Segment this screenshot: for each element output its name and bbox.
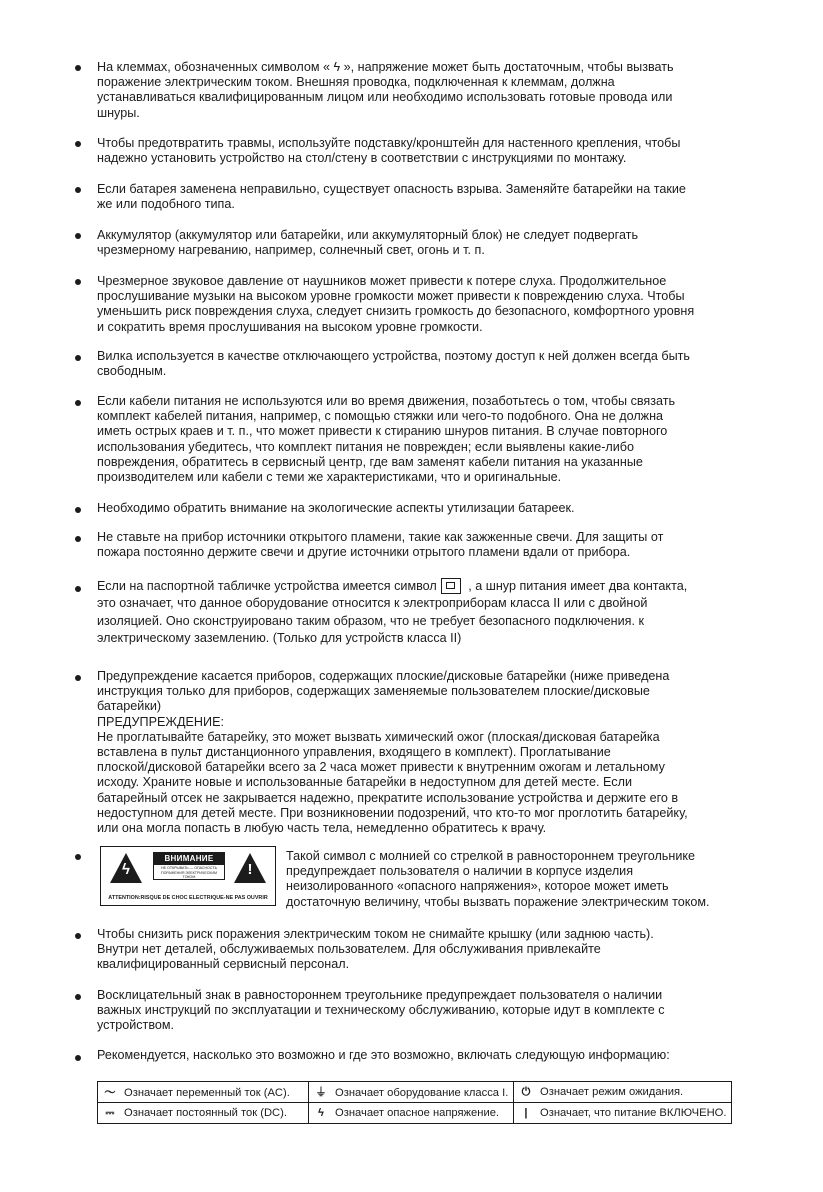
cell-text: Означает оборудование класса I. <box>335 1087 509 1099</box>
power-on-icon: | <box>524 1107 528 1119</box>
table-row <box>98 1103 732 1124</box>
table-cell <box>514 1103 732 1124</box>
caution-subtext: НЕ ОТКРЫВАТЬ — ОПАСНОСТЬ ПОРАЖЕНИЯ ЭЛЕКТРИЧЕСКИМ ТОКОМ <box>161 866 217 880</box>
bullet <box>75 400 81 406</box>
table-cell <box>514 1082 732 1103</box>
bullet <box>75 854 81 860</box>
cell-text: Означает режим ожидания. <box>540 1085 684 1098</box>
class1-ground-icon: ⏚ <box>315 1087 327 1099</box>
caution-box <box>153 852 225 880</box>
bullet <box>75 65 81 71</box>
bullet <box>75 507 81 513</box>
bullet <box>75 933 81 939</box>
exclamation-triangle-icon <box>234 853 266 883</box>
safety-text: Чрезмерное звуковое давление от наушников может привести к потере слуха. Продолжительное прослушивание музыки на высоком уровне громкости может привести к повреждению слуха. Чтобы уменьшить риск повреждения слуха, следует снизить громкость до безопасного, комфортного уровня и сократить время прослушивания на высоком уровне громкости. <box>97 274 695 334</box>
lightning-triangle-icon <box>110 853 142 883</box>
safety-text: Вилка используется в качестве отключающего устройства, поэтому доступ к ней должен всегда быть свободным. <box>97 349 690 379</box>
table-row <box>98 1082 732 1103</box>
bullet <box>75 187 81 193</box>
class2-text-before: Если на паспортной табличке устройства имеется символ <box>97 579 437 593</box>
safety-text: На клеммах, обозначенных символом « ϟ », напряжение может быть достаточным, чтобы вызвать поражение электрическим током. Внешняя проводка, подключенная к клеммам, должна устанавливаться квалифицированным лицом или необходимо использовать готовые провода или шнуры. <box>97 60 674 120</box>
table-cell <box>309 1082 514 1103</box>
symbols-table <box>97 1081 732 1124</box>
bullet <box>75 675 81 681</box>
bullet <box>75 279 81 285</box>
caution-heading: ВНИМАНИЕ <box>154 853 224 865</box>
exclamation-glyph: ! <box>247 861 253 878</box>
dc-icon: ⎓ <box>105 1106 115 1119</box>
table-cell <box>98 1082 309 1103</box>
safety-text: Не ставьте на прибор источники открытого пламени, такие как зажженные свечи. Для защиты от пожара постоянно держите свечи и другие источники отрытого пламени вдали от прибора. <box>97 530 664 560</box>
safety-text: Необходимо обратить внимание на экологические аспекты утилизации батареек. <box>97 501 575 515</box>
bullet <box>75 1055 81 1061</box>
bullet <box>75 233 81 239</box>
class2-text-after: , а шнур питания имеет два контакта, это означает, что данное оборудование относится к электроприборам класса II или с двойной изоляцией. Оно сконструировано таким образом, что не требует безопасного подключения. к электрическому заземлению. (Только для устройств класса II) <box>97 579 688 645</box>
bullet <box>75 536 81 542</box>
table-cell <box>98 1103 309 1124</box>
class2-text <box>97 578 757 647</box>
safety-text: Если кабели питания не используются или во время движения, позаботьтесь о том, чтобы связать комплект кабелей питания, например, с помощью стяжки или чего-то подобного. Она не должна иметь острых краев и т. п., что может привести к стиранию шнуров питания. В случае повторного использования убедитесь, что комплект питания не поврежден; если выявлены какие-либо повреждения, обратитесь в сервисный центр, где вам заменят кабели питания на указанные производителем или кабели с теми же характеристиками, что и оригинальные. <box>97 394 676 485</box>
ac-wave-icon: 〜 <box>104 1087 116 1099</box>
cell-text: Означает постоянный ток (DC). <box>124 1106 287 1119</box>
safety-text: Если батарея заменена неправильно, существует опасность взрыва. Заменяйте батарейки на такие же или подобного типа. <box>97 182 686 212</box>
caution-footer: ATTENTION:RISQUE DE CHOC ELECTRIQUE-NE PAS OUVRIR <box>108 895 268 901</box>
bullet <box>75 994 81 1000</box>
lightning-glyph: ϟ <box>122 861 130 878</box>
class2-double-square-icon <box>441 578 461 594</box>
caution-label-image <box>100 846 276 906</box>
bullet <box>75 141 81 147</box>
cell-text: Означает, что питание ВКЛЮЧЕНО. <box>540 1107 727 1119</box>
lightning-icon: ϟ <box>318 1107 324 1119</box>
warning-symbol-text: Такой символ с молнией со стрелкой в равностороннем треугольнике предупреждает пользователя о наличии в корпусе изделия неизолированного «опасного напряжения», которое может иметь достаточную величину, чтобы вызвать поражение электрическим током. <box>286 849 710 909</box>
safety-text: Восклицательный знак в равностороннем треугольнике предупреждает пользователя о наличии важных инструкций по эксплуатации и техническому обслуживанию, которые идут в комплекте с устройством. <box>97 988 665 1033</box>
safety-text: Чтобы снизить риск поражения электрическим током не снимайте крышку (или заднюю часть). Внутри нет деталей, обслуживаемых пользователем. Для обслуживания привлекайте квалифицированный сервисный персонал. <box>97 927 654 972</box>
safety-text: Аккумулятор (аккумулятор или батарейки, или аккумуляторный блок) не следует подвергать чрезмерному нагреванию, например, солнечный свет, огонь и т. п. <box>97 228 639 258</box>
safety-text: Чтобы предотвратить травмы, используйте подставку/кронштейн для настенного крепления, чтобы надежно установить устройство на стол/стену в соответствии с инструкциями по монтажу. <box>97 136 681 166</box>
cell-text: Означает опасное напряжение. <box>335 1107 500 1119</box>
battery-warning-text: Предупреждение касается приборов, содержащих плоские/дисковые батарейки (ниже приведена инструкция только для приборов, содержащих заменяемые пользователем плоские/дисковые батарейки) ПРЕДУПРЕЖДЕНИЕ: Не проглатывайте батарейку, это может вызвать химический ожог (плоская/дисковая батарейка вставлена в пульт дистанционного управления, входящего в комплект). Проглатывание плоской/дисковой батарейки всего за 2 часа может привести к внутренним ожогам и летальному исходу. Храните новые и использованные батарейки в недоступном для детей месте. Если батарейный отсек не закрывается надежно, прекратите использование устройства и держите его в недоступном для детей месте. При возникновении подозрений, что кто-то мог проглотить батарейку, или она могла попасть в любую часть тела, немедленно обратитесь к врачу. <box>97 669 688 836</box>
bullet <box>75 586 81 592</box>
table-cell <box>309 1103 514 1124</box>
safety-text: Рекомендуется, насколько это возможно и где это возможно, включать следующую информацию: <box>97 1048 670 1062</box>
bullet <box>75 355 81 361</box>
cell-text: Означает переменный ток (AC). <box>124 1087 290 1099</box>
standby-icon: ⏻ <box>521 1085 531 1098</box>
